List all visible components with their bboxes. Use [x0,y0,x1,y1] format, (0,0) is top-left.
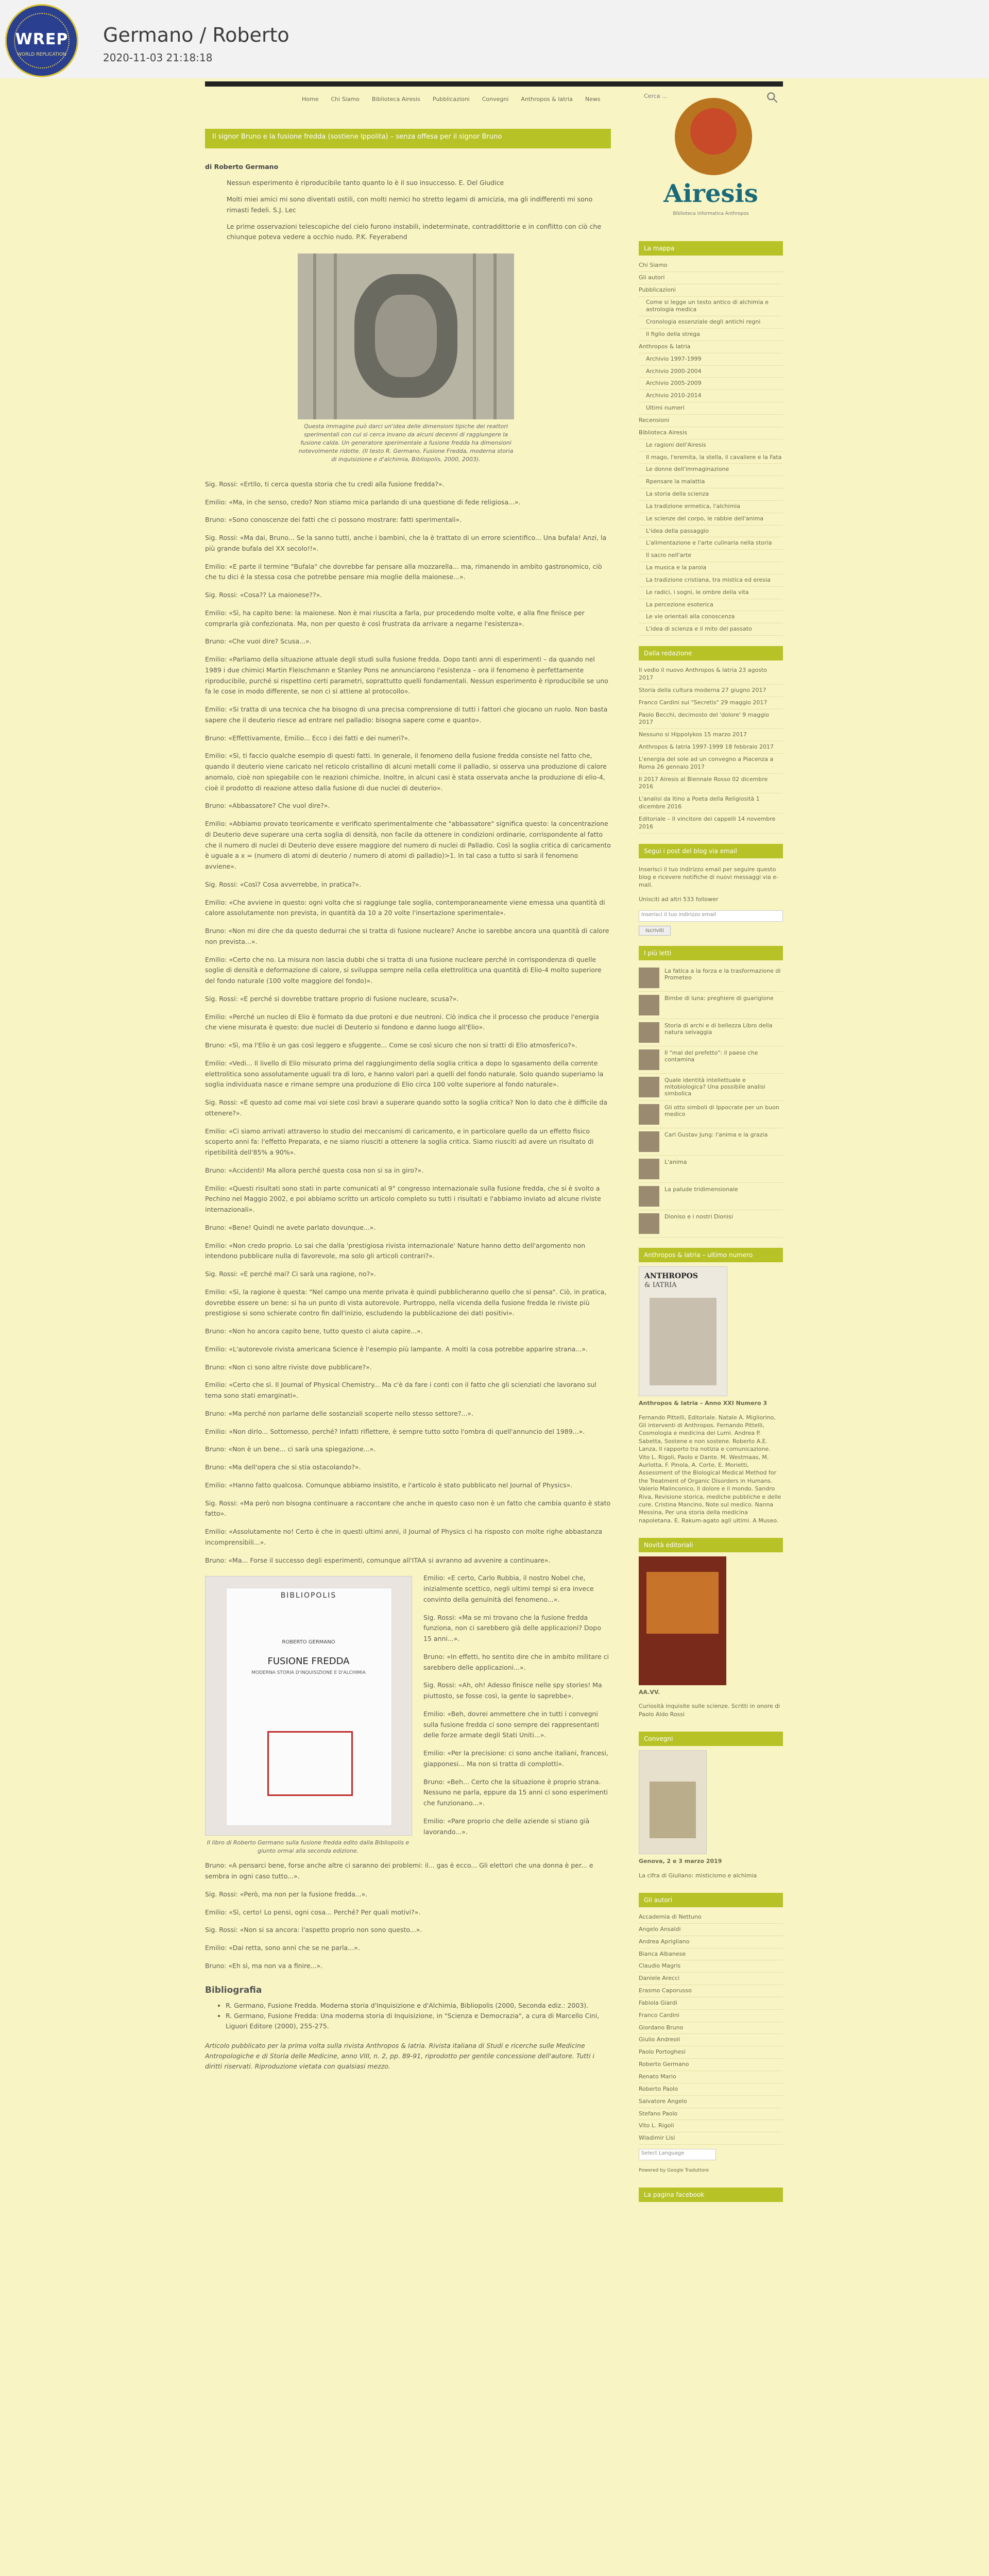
sidebar-link[interactable]: La tradizione ermetica, l'alchimia [639,501,783,513]
bibliography-heading: Bibliografia [205,1985,262,1995]
paragraph: Bruno: «Non mi dire che da questo dedurrai che si tratta di fusione nucleare? Anche io sarebbe ancora una quantità di calore non prevista...». [205,927,609,945]
paragraph: Emilio: «Abbiamo provato teoricamente e verificato sperimentalmente che "abbassatore" significa questo: la concentrazione di Deuterio deve superare una certa soglia di densità, non facile da ottenere in condizioni ordinarie, corrispondente al fatto che il numero di nuclei di Deuterio deve essere maggiore del numero di nuclei di Palladio. Così la soglia critica di caricamento è uguale a x = (numero di atomi di deuterio / numero di atomi di palladio)>1. In tal caso a tutto si sarà il fenomeno avviene». [205,820,611,871]
paragraph: Sig. Rossi: «Cosa?? La maionese??». [205,591,322,599]
paragraph: Emilio: «Hanno fatto qualcosa. Comunque abbiamo insistito, e l'articolo è stato pubblicato nel Journal of Physics». [205,1481,573,1489]
paragraph: Emilio: «Ma, in che senso, credo? Non stiamo mica parlando di una questione di fede religiosa...». [205,498,521,506]
paragraph: Bruno: «Sono conoscenze dei fatti che ci possono mostrare: fatti sperimentali». [205,516,462,524]
paragraph: Sig. Rossi: «Così? Cosa avverrebbe, in pratica?». [205,880,362,888]
sidebar-link[interactable]: La musica e la parola [639,562,783,574]
paragraph: Sig. Rossi: «Ah, oh! Adesso finisce nelle spy stories! Ma piuttosto, se fosse così, la gente lo saprebbe». [423,1681,602,1700]
paragraph: Emilio: «Sì, ti faccio qualche esempio di questi fatti. In generale, il fenomeno della fusione fredda consiste nel fatto che, quando il deuterio viene caricato nel reticolo cristallino di alcuni metalli come il palladio, si osserva una produzione di calore anomalo, cioè non spiegabile con le reazioni chimiche. Inoltre, in alcuni casi è stata osservata anche la produzione di elio-4, cioè il prodotto di reazione atteso dalla fusione di due nuclei di deuterio». [205,752,607,792]
paragraph: Emilio: «Perché un nucleo di Elio è formato da due protoni e due neutroni. Ciò indica che il processo che produce l'energia che viene misurata è questo: due nuclei di Deuterio si fondono e danno luogo all'Elio». [205,1012,599,1031]
airesis-tagline: Biblioteca informatica Anthropos [673,211,749,216]
sidebar-link[interactable]: Archivio 1997-1999 [639,353,783,366]
sidebar-link[interactable]: Anthropos & Iatria [639,341,783,353]
logo-text: WREP [15,30,69,48]
paragraph: Sig. Rossi: «Ma però non bisogna continuare a raccontare che anche in questo caso non è un fatto che cambia quanto è stato fatto». [205,1499,611,1518]
author-link[interactable]: Giordano Bruno [639,2022,783,2035]
nav-item-anthropos[interactable]: Anthropos & Iatria [521,95,573,103]
paragraph: Bruno: «A pensarci bene, forse anche altre ci saranno dei problemi: il... gas è ecco... Gli elettori che una donna è per... e sembra in ogni caso tutto...». [205,1861,593,1880]
paragraph: Emilio: «E certo, Carlo Rubbia, il nostro Nobel che, inizialmente scettico, negli ultimi tempi si era invece convinto della genuinità del fenomeno...». [423,1574,594,1603]
popular-post[interactable] [639,1128,783,1156]
popular-post-thumbnail[interactable] [639,995,659,1015]
widget-title-convegni: Convegni [639,1732,783,1746]
dialog-body [205,479,611,1972]
airesis-logo[interactable] [639,88,783,222]
sidebar-link[interactable]: L'idea di scienza e il mito del passato [639,623,783,636]
sidebar-link[interactable]: La percezione esoterica [639,599,783,612]
paragraph: Sig. Rossi: «E perché si dovrebbe trattare proprio di fusione nucleare, scusa?». [205,994,459,1003]
author-link[interactable]: Daniele Arecci [639,1973,783,1985]
popular-post-thumbnail[interactable] [639,1104,659,1125]
paragraph: Emilio: «Pare proprio che delle aziende si stiano già lavorando...». [423,1817,590,1836]
popular-post-title[interactable]: Bimbe di luna: preghiere di guarigione [664,995,774,1002]
convegno-desc: La cifra di Giuliano: misticismo e alchimia [639,1872,757,1879]
author-link[interactable]: Salvatore Angelo [639,2096,783,2108]
paragraph: Bruno: «Ma dell'opera che si stia ostacolando?». [205,1463,361,1471]
paragraph: Bruno: «Bene! Quindi ne avete parlato dovunque...». [205,1223,376,1231]
mappa-list [639,260,783,636]
epigraph-quote: Molti miei amici mi sono diventati ostili, con molti nemici ho stretto legami di amicizia, ma gli indifferenti mi sono rimasti fedeli. S.J. Lec [227,195,593,214]
sidebar-link[interactable]: Come si legge un testo antico di alchimia e astrologia medica [639,297,783,317]
paragraph: Sig. Rossi: «E perché mai? Ci sarà una ragione, no?». [205,1270,376,1278]
paragraph: Emilio: «Assolutamente no! Certo è che in questi ultimi anni, il Journal of Physics ci ha risposto con molte righe abbastanza incomprensibili...». [205,1528,603,1546]
popular-post-title[interactable]: Carl Gustav Jung: l'anima e la grazia [664,1131,768,1139]
author-link[interactable]: Stefano Paolo [639,2108,783,2121]
author-link[interactable]: Claudio Magris [639,1960,783,1973]
sidebar-link[interactable]: Chi Siamo [639,260,783,272]
paragraph: Bruno: «Che vuoi dire? Scusa...». [205,637,312,646]
nav-item-pubblicazioni[interactable]: Pubblicazioni [432,95,470,103]
widget-title-facebook: La pagina facebook [639,2188,783,2202]
paragraph: Bruno: «Eh sì, ma non va a finire...». [205,1961,323,1970]
popular-post-thumbnail[interactable] [639,1022,659,1043]
sidebar-link[interactable]: Ultimi numeri [639,402,783,415]
paragraph: Sig. Rossi: «Ertllo, ti cerca questa storia che tu credi alla fusione fredda?». [205,480,445,488]
sidebar-link[interactable]: Cronologia essenziale degli antichi regni [639,316,783,329]
language-select[interactable]: Select Language [639,2149,716,2160]
sidebar-link[interactable]: L'alimentazione e l'arte culinaria nella storia [639,537,783,550]
paragraph: Emilio: «Sì, la ragione è questa: "Nel campo una mente privata è quindi pubblicheranno quello che si pensa". Ciò, in pratica, dovrebbe essere un bene: si ha un punto di vista autorevole. Purtroppo, nella vicenda della fusione fredda le riviste più prestigiose si sono schierate contro fin dall'inizio, escludendo la pubblicazione dei dati positivi». [205,1287,607,1317]
nav-item-chi-siamo[interactable]: Chi Siamo [331,95,360,103]
sidebar-link[interactable]: Pubblicazioni [639,284,783,297]
nav-item-news[interactable]: News [585,95,601,103]
popular-list [639,964,783,1238]
paragraph: Bruno: «Accidenti! Ma allora perché questa cosa non si sa in giro?». [205,1166,424,1174]
sidebar-link[interactable]: La storia della scienza [639,488,783,501]
sidebar-link[interactable]: Il sacro nell'arte [639,550,783,562]
paragraph: Emilio: «Si tratta di una tecnica che ha bisogno di una precisa comprensione di tutti i fattori che giocano un ruolo. Non basta sapere che il deuterio riesce ad entrare nel palladio: bisogna sapere come e quanto». [205,705,608,724]
popular-post-title[interactable]: La palude tridimensionale [664,1186,738,1193]
novita-desc: Curiosità inquisite sulle scienze. Scritti in onore di Paolo Aldo Rossi [639,1703,780,1718]
widget-title-novita: Novità editoriali [639,1538,783,1552]
author-link[interactable]: Bianca Albanese [639,1948,783,1961]
paragraph: Bruno: «Effettivamente, Emilio... Ecco i dei fatti e dei numeri?». [205,734,411,742]
sidebar-link[interactable]: Il figlio della strega [639,329,783,341]
nav-item-convegni[interactable]: Convegni [482,95,509,103]
popular-post[interactable] [639,1046,783,1074]
author-link[interactable]: Vito L. Rigoli [639,2120,783,2132]
sidebar-link[interactable]: Le donne dell'immaginazione [639,464,783,476]
author-link[interactable]: Angelo Ansaldi [639,1924,783,1936]
popular-post-thumbnail[interactable] [639,1049,659,1070]
popular-post[interactable] [639,1156,783,1183]
sidebar-link[interactable]: Le radici, i sogni, le ombre della vita [639,587,783,599]
novita-book: AA.VV. [639,1689,660,1696]
redazione-link[interactable]: Il 2017 Airesis al Biennale Rosso 02 dicembre 2016 [639,774,783,794]
popular-post-title[interactable]: Quale identità intellettuale e mitobiologica? Una possibile analisi simbolica [664,1077,765,1097]
author-link[interactable]: Accademia di Nettuno [639,1911,783,1924]
redazione-link[interactable]: Paolo Becchi, decimosto del 'dolore' 9 maggio 2017 [639,709,783,730]
redazione-link[interactable]: Anthropos & Iatria 1997-1999 18 febbraio 2017 [639,741,783,754]
paragraph: Emilio: «Che avviene in questo: ogni volta che si raggiunge tale soglia, contemporaneamente viene emessa una quantità di calore assolutamente non prevista, in quantità da 10 a 20 volte l'insertazione sperimentale». [205,898,605,917]
sidebar-link[interactable]: Le ragioni dell'Airesis [639,439,783,452]
novita-cover[interactable] [639,1556,726,1685]
redazione-link[interactable]: L'energia del sole ad un convegno a Piacenza a Roma 26 gennaio 2017 [639,754,783,774]
paragraph: Bruno: «Abbassatore? Che vuol dire?». [205,802,330,810]
popular-post[interactable] [639,1183,783,1210]
popular-post[interactable] [639,1019,783,1046]
author-link[interactable]: Paolo Portoghesi [639,2046,783,2059]
book-figure [205,1576,411,1855]
convegno-poster[interactable] [639,1750,707,1854]
paragraph: Sig. Rossi: «Non si sa ancora: l'aspetto proprio non sono questo...». [205,1926,422,1934]
widget-title-mappa: La mappa [639,241,783,256]
nav-item-biblioteca[interactable]: Biblioteca Airesis [371,95,420,103]
sidebar-link[interactable]: Rpensare la malattia [639,476,783,488]
sidebar-link[interactable]: Biblioteca Airesis [639,427,783,439]
author-link[interactable]: Erasmo Caporusso [639,1985,783,1997]
paragraph: Emilio: «Questi risultati sono stati in parte comunicati al 9° congresso internazionale sulla fusione fredda, che si è svolto a Pechino nel Maggio 2002, e poi abbiamo scritto un articolo completo su tutti i risultati e l'abbiamo inviato ad alcune riviste internazionali». [205,1184,601,1214]
authors-list [639,1911,783,2145]
paragraph: Emilio: «Certo che no. La misura non lascia dubbi che si tratta di una fusione nucleare perché in corrispondenza di quelle soglie di densità e deformazione di calore, si sviluppa sempre nella cella elettrolitica una quantità di Elio-4 molto superiore del fondo naturale (100 volte maggiore del fondo)». [205,955,602,985]
author-link[interactable]: Renato Mario [639,2071,783,2083]
sidebar-link[interactable]: Recensioni [639,415,783,427]
popular-post-thumbnail[interactable] [639,968,659,988]
paragraph: Bruno: «Ma... Forse il successo degli esperimenti, comunque all'ITAA si avranno ad avvenire a continuare». [205,1556,551,1564]
popular-post-title[interactable]: Gli otto simboli di Ippocrate per un buon medico [664,1104,779,1118]
author-link[interactable]: Fabiola Giardi [639,1997,783,2010]
redazione-link[interactable]: Nessuno si Hippolykos 15 marzo 2017 [639,729,783,741]
sidebar [639,82,783,2206]
search-input[interactable]: Cerca … [644,93,668,99]
paragraph: Bruno: «In effetti, ho sentito dire che in ambito militare ci sarebbero delle applicazioni...». [423,1652,609,1671]
sidebar-link[interactable]: L'idea della passaggio [639,526,783,538]
paragraph: Emilio: «Sì, certo! Lo pensi, ogni cosa... Perché? Per quali motivi?». [205,1908,421,1916]
author-link[interactable]: Roberto Paolo [639,2083,783,2096]
popular-post-thumbnail[interactable] [639,1077,659,1097]
paragraph: Emilio: «Sì, ha capito bene: la maionese. Non è mai riuscita a farla, pur procedendo molte volte, e alla fine finisce per comprarla già confezionata. Ma, non per questo è così frustrata da arrivare a negarne l'esistenza». [205,608,585,628]
bibliography-item: • R. Germano, Fusione Fredda: Una moderna storia di Inquisizione, in "Scienza e Democrazia", a cura di Marcello Cini, Liguori Editore (2000), 255-275. [226,2011,611,2031]
redazione-link[interactable]: L'analisi da Itino a Poeta della Religiosità 1 dicembre 2016 [639,793,783,814]
nav-item-home[interactable]: Home [302,95,319,103]
paragraph: Emilio: «Dai retta, sono anni che se ne parla...». [205,1944,360,1952]
publication-note: Articolo pubblicato per la prima volta sulla rivista Anthropos & Iatria. Rivista italiana di Studi e ricerche sulle Medicine Antropologiche e di Storia delle Medicine, anno VIII, n. 2, pp. 89-91, riprodotto per gentile concessione dell'autore. Tutti i diritti riservati. Riproduzione vietata con qualsiasi mezzo. [205,2041,594,2070]
author-link[interactable]: Giulio Andreoli [639,2034,783,2046]
book-publisher: BIBLIOPOLIS [280,1591,337,1600]
paragraph: Emilio: «Beh, dovrei ammettere che in tutti i convegni sulla fusione fredda ci sono sempre dei rappresentanti delle forze armate degli Stati Uniti...». [423,1709,600,1739]
redazione-link[interactable]: Il vedio il nuovo Anthropos & Iatria 23 agosto 2017 [639,665,783,685]
paragraph: Bruno: «Non ci sono altre riviste dove pubblicare?». [205,1363,372,1371]
redazione-list [639,665,783,834]
popular-post-thumbnail[interactable] [639,1186,659,1207]
epigraph-quote: Nessun esperimento è riproducibile tanto quanto lo è il suo insuccesso. E. Del Giudice [227,179,504,187]
subscribe-text: Inserisci il tuo indirizzo email per seguire questo blog e ricevere notifiche di nuovi messaggi via e-mail. [639,866,779,889]
book-cover-image[interactable] [205,1576,412,1836]
journal-contents: Fernando Pittelli, Editoriale. Natale A. Migliorino, Gli interventi di Anthropos. Fernando Pittelli, Cosmologia e medicina dei Lumi. Andrea P. Sabetta, Sostene e non sostene. Roberto A.E. Lanza, Il rapporto tra notizia e comunicazione. Vito L. Rigoli, Paolo e Dante. M. Westmaas, M. Aurlotta, F. Pinola, A. Corte, E. Morietti, Assessment of the Biological Medical Method for the Treatment of Organic Disorders in Humans. Valerio Malinconico, Il dolore e il mondo. Sandro Riva, Revisione storica, mediche pubbliche e delle cure. Cristina Mancino, Note sul medico. Nanna Messina, Per una storia della medicina napoletana. E. Rakum-agato agli ultimi. A Museo. [639,1414,781,1524]
site-title[interactable]: Germano / Roberto [103,24,289,46]
journal-cover-title: ANTHROPOS [644,1272,698,1281]
sidebar-link[interactable]: Il mago, l'eremita, la stella, il cavaliere e la Fata [639,452,783,464]
redazione-link[interactable]: Editoriale – Il vincitore dei cappelli 14 novembre 2016 [639,814,783,834]
popular-post-title[interactable]: L'anima [664,1159,687,1166]
author-link[interactable]: Franco Cardini [639,2010,783,2022]
site-logo[interactable] [5,4,78,77]
popular-post-thumbnail[interactable] [639,1131,659,1152]
paragraph: Emilio: «Parliamo della situazione attuale degli studi sulla fusione fredda. Dopo tanti anni di esperimenti – da quando nel 1989 i due chimici Martin Fleischmann e Stanley Pons ne annunciarono l'esistenza – ora il fenomeno è perfettamente riproducibile, purché si rispettino certi parametri, soprattutto quelli fondamentali. Nessun esperimento è riproducibile se uno fa le cose in modo differente, se non ci si attiene al protocollo». [205,655,608,696]
popular-post[interactable] [639,964,783,992]
sidebar-link[interactable]: La tradizione cristiana, tra mistica ed eresia [639,574,783,587]
redazione-link[interactable]: Storia della cultura moderna 27 giugno 2017 [639,685,783,697]
popular-post-title[interactable]: La fatica a la forza e la trasformazione di Prometeo [664,968,781,981]
subscribe-button[interactable]: Iscriviti [639,926,671,936]
paragraph: Sig. Rossi: «E questo ad come mai voi siete così bravi a superare quando sotto la soglia critica? Non lo dato che è difficile da ottenere?». [205,1098,608,1117]
popular-post[interactable] [639,992,783,1019]
book-title: FUSIONE FREDDA [267,1656,350,1667]
journal-cover-subtitle: & IATRIA [644,1281,677,1290]
paragraph: Bruno: «Non ho ancora capito bene, tutto questo ci aiuta capire...». [205,1327,423,1335]
popular-post[interactable] [639,1074,783,1101]
reactor-figure [298,253,514,464]
email-field[interactable]: Inserisci il tuo indirizzo email [639,910,783,922]
paragraph: Emilio: «Per la precisione: ci sono anche italiani, francesi, giapponesi... Ma non si tratta di complotti». [423,1749,608,1768]
book-subtitle: MODERNA STORIA D'INQUISIZIONE E D'ALCHIMIA [251,1670,366,1676]
reactor-image[interactable] [298,253,514,419]
popular-post-title[interactable]: Il "mal del prefetto": il paese che contamina [664,1049,758,1063]
journal-issue[interactable]: Anthropos & Iatria – Anno XXI Numero 3 [639,1400,768,1407]
sidebar-link[interactable]: Archivio 2000-2004 [639,366,783,378]
popular-post[interactable] [639,1101,783,1128]
paragraph: Bruno: «Beh... Certo che la situazione è proprio strana. Nessuno ne parla, eppure da 15 anni ci sono esperimenti che funzionano...». [423,1777,608,1807]
widget-title-popular: I più letti [639,946,783,960]
paragraph: Emilio: «Ci siamo arrivati attraverso lo studio dei meccanismi di caricamento, e in particolare quello da un effetto fisico scoperto anni fa: l'effetto Preparata, e ne siamo riusciti a ottenere la soglia critica. Siamo riusciti ad avere un risultato di ripetibilità dell'85% a 90%». [205,1127,594,1157]
popular-post-thumbnail[interactable] [639,1159,659,1179]
author-link[interactable]: Andrea Aprigliano [639,1936,783,1948]
author-link[interactable]: Wladimir Lisi [639,2132,783,2145]
paragraph: Sig. Rossi: «Però, ma non per la fusione fredda...». [205,1890,368,1898]
bibliography-item: • R. Germano, Fusione Fredda. Moderna storia d'Inquisizione e d'Alchimia, Bibliopolis (2000, Seconda ediz.: 2003). [226,2001,611,2011]
popular-post-title[interactable]: Storia di archi e di bellezza Libro della natura selvaggia [664,1022,773,1036]
paragraph: Sig. Rossi: «Ma dai, Bruno... Se la sanno tutti, anche i bambini, che la è trattato di un errore scientifico... Una bufala! Anzi, la più grande bufala del XX secolo!!». [205,534,607,552]
subscribe-followers: Unisciti ad altri 533 follower [639,895,719,903]
book-cover-frame [267,1731,353,1796]
sidebar-link[interactable]: Le vie orientali alla conoscenza [639,611,783,623]
site-header [0,0,989,78]
popular-post[interactable] [639,1210,783,1238]
journal-cover[interactable] [639,1266,727,1396]
post-author: di Roberto Germano [205,163,279,171]
widget-title-subscribe: Segui i post del blog via email [639,844,783,858]
popular-post-thumbnail[interactable] [639,1213,659,1234]
widget-title-journal: Anthropos & Iatria – ultimo numero [639,1248,783,1262]
figure-caption: Questa immagine può darci un'idea delle dimensioni tipiche dei reattori sperimentali con cui si cerca invano da alcuni decenni di raggiungere la fusione calda. Un generatore sperimentale a fusione fredda ha dimensioni notevolmente ridotte. (Il testo R. Germano, Fusione Fredda, moderna storia di inquisizione e d'alchimia, Bibliopolis, 2000, 2003). [298,423,514,463]
post-title: Il signor Bruno e la fusione fredda (sostiene Ippolita) – senza offesa per il signor Bruno [205,129,611,148]
epigraph-quote: Le prime osservazioni telescopiche del cielo furono instabili, indeterminate, contraddittorie e in conflitto con ciò che chiunque poteva vedere a occhio nudo. P.K. Feyerabend [227,222,602,241]
logo-subtext: WORLD REPLICATION [17,52,66,57]
paragraph: Emilio: «L'autorevole rivista americana Science è l'esempio più lampante. A molti la cosa potrebbe apparire strana...». [205,1345,588,1353]
sidebar-link[interactable]: Le scienze del corpo, le rabbie dell'anima [639,513,783,526]
paragraph: Sig. Rossi: «Ma se mi trovano che la fusione fredda funziona, non ci sarebbero già delle applicazioni? Dopo 15 anni...». [423,1613,601,1643]
sidebar-link[interactable]: Archivio 2010-2014 [639,390,783,402]
paragraph: Bruno: «Non è un bene... ci sarà una spiegazione...». [205,1445,376,1453]
post-content [205,129,611,2072]
site-date: 2020-11-03 21:18:18 [103,52,213,64]
paragraph: Bruno: «Sì, ma l'Elio è un gas così leggero e sfuggente... Come se così sicuro che non si tratti di Elio atmosferico?». [205,1041,577,1049]
paragraph: Emilio: «Certo che sì. Il Journal of Physical Chemistry... Ma c'è da fare i conti con il fatto che gli scienziati che lavorano sul tema sono stati emarginati». [205,1381,596,1400]
book-author: ROBERTO GERMANO [282,1639,335,1646]
author-link[interactable]: Roberto Germano [639,2059,783,2071]
convegno-event: Genova, 2 e 3 marzo 2019 [639,1858,722,1865]
translate-powered: Powered by Google Traduttore [639,2168,709,2174]
sidebar-link[interactable]: Gli autori [639,272,783,284]
airesis-wordmark: Airesis [663,179,758,208]
paragraph: Emilio: «E parte il termine "Bufala" che dovrebbe far pensare alla mozzarella... ma, rimanendo in ambito gastronomico, ciò che tu dici è la stessa cosa che potrebbe pensare mia moglie della maionese...». [205,562,602,581]
paragraph: Emilio: «Non credo proprio. Lo sai che dalla 'prestigiosa rivista internazionale' Nature hanno detto dell'argomento non intendono pubblicare nulla di favorevole, ma solo gli articoli contrari?». [205,1241,586,1260]
book-caption: Il libro di Roberto Germano sulla fusione fredda edito dalla Bibliopolis e giunto ormai alla seconda edizione. [207,1839,410,1855]
bibliography-list [205,2001,611,2031]
paragraph: Emilio: «Vedi... Il livello di Elio misurato prima del raggiungimento della soglia critica a dopo lo sgasamento della corrente elettrolitica sono assolutamente uguali tra di loro, e hanno valori pari a quelli del fondo naturale. Solo quando superiamo la soglia individuata nasce e rimane sempre una produzione di Elio circa 100 volte superiore al fondo naturale». [205,1059,604,1089]
widget-title-redazione: Dalla redazione [639,646,783,660]
redazione-link[interactable]: Franco Cardini sui "Secretis" 29 maggio 2017 [639,697,783,709]
paragraph: Bruno: «Ma perché non parlarne delle sostanziali scoperte nello stesso settore?...». [205,1409,473,1417]
sidebar-link[interactable]: Archivio 2005-2009 [639,378,783,390]
widget-title-authors: Gli autori [639,1893,783,1907]
paragraph: Emilio: «Non dirlo... Sottomesso, perché? Infatti riflettere, è sempre tutto sotto l'ombra di quell'annuncio del 1989...». [205,1427,585,1435]
popular-post-title[interactable]: Dioniso e i nostri Dionisi [664,1213,733,1221]
epigraph-block [227,178,611,242]
